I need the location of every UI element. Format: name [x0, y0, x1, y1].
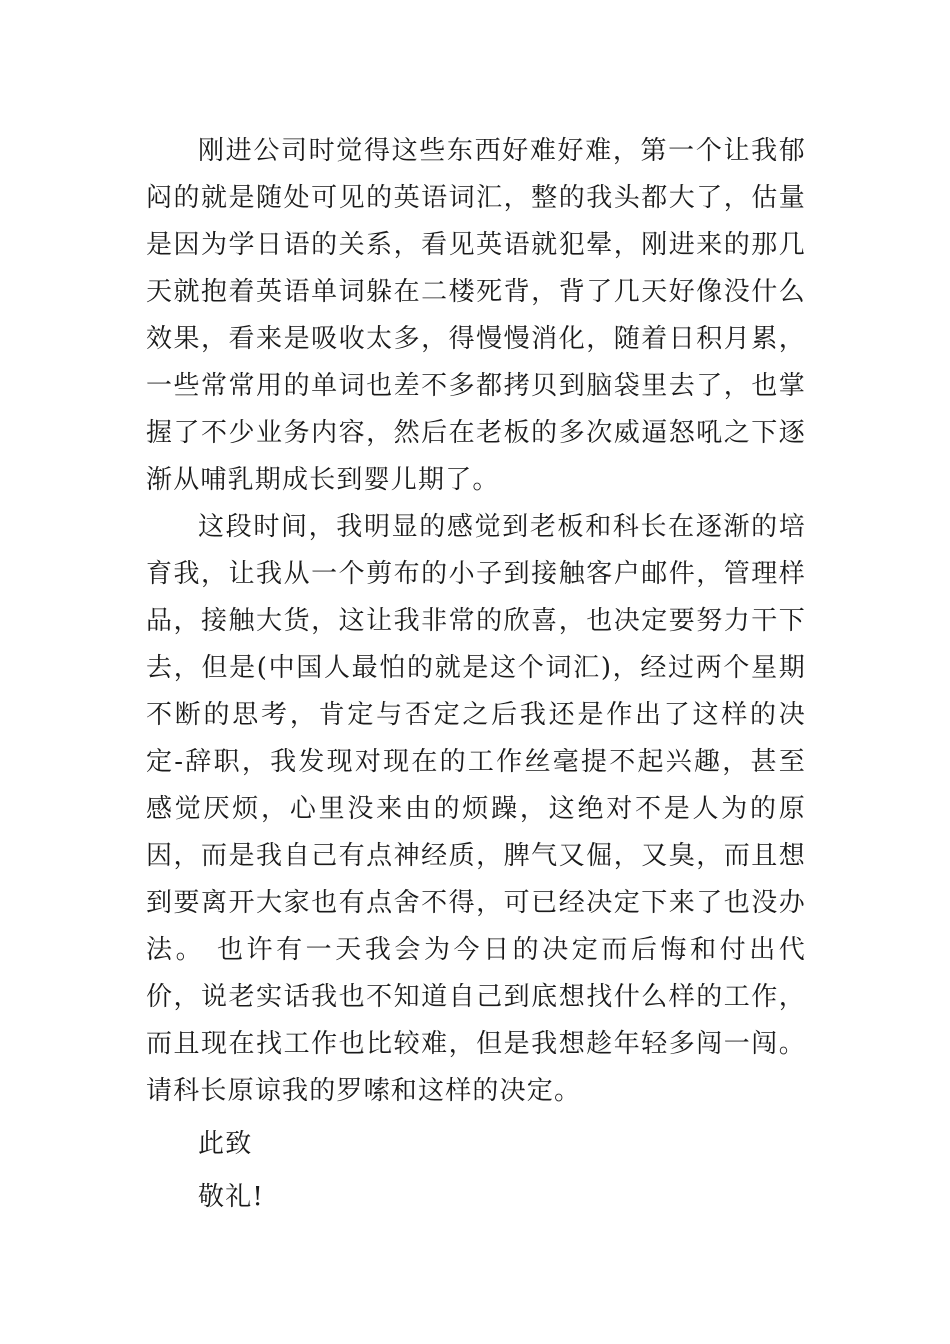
closing-salutation: 此致 — [198, 1129, 253, 1159]
letter-body — [146, 128, 806, 1221]
paragraph-2: 这段时间，我明显的感觉到老板和科长在逐渐的培育我，让我从一个剪布的小子到接触客户邮件，管理样品，接触大货，这让我非常的欣喜，也决定要努力干下去，但是(中国人最怕的就是这个词汇)，经过两个星期不断的思考，肯定与否定之后我还是作出了这样的决定-辞职，我发现对现在的工作丝毫提不起兴趣，甚至感觉厌烦，心里没来由的烦躁，这绝对不是人为的原因，而是我自己有点神经质，脾气又倔，又臭，而且想到要离开大家也有点舍不得，可已经决定下来了也没办法。 也许有一天我会为今日的决定而后悔和付出代价，说老实话我也不知道自己到底想找什么样的工作，而且现在找工作也比较难，但是我想趁年轻多闯一闯。 请科长原谅我的罗嗦和这样的决定。 — [146, 512, 806, 1106]
closing-regards: 敬礼! — [198, 1182, 265, 1212]
paragraph-1: 刚进公司时觉得这些东西好难好难，第一个让我郁闷的就是随处可见的英语词汇，整的我头都大了，估量是因为学日语的关系，看见英语就犯晕，刚进来的那几天就抱着英语单词躲在二楼死背，背了几天好像没什么效果，看来是吸收太多，得慢慢消化，随着日积月累，一些常常用的单词也差不多都拷贝到脑袋里去了，也掌握了不少业务内容，然后在老板的多次威逼怒吼之下逐渐从哺乳期成长到婴儿期了。 — [146, 136, 806, 495]
